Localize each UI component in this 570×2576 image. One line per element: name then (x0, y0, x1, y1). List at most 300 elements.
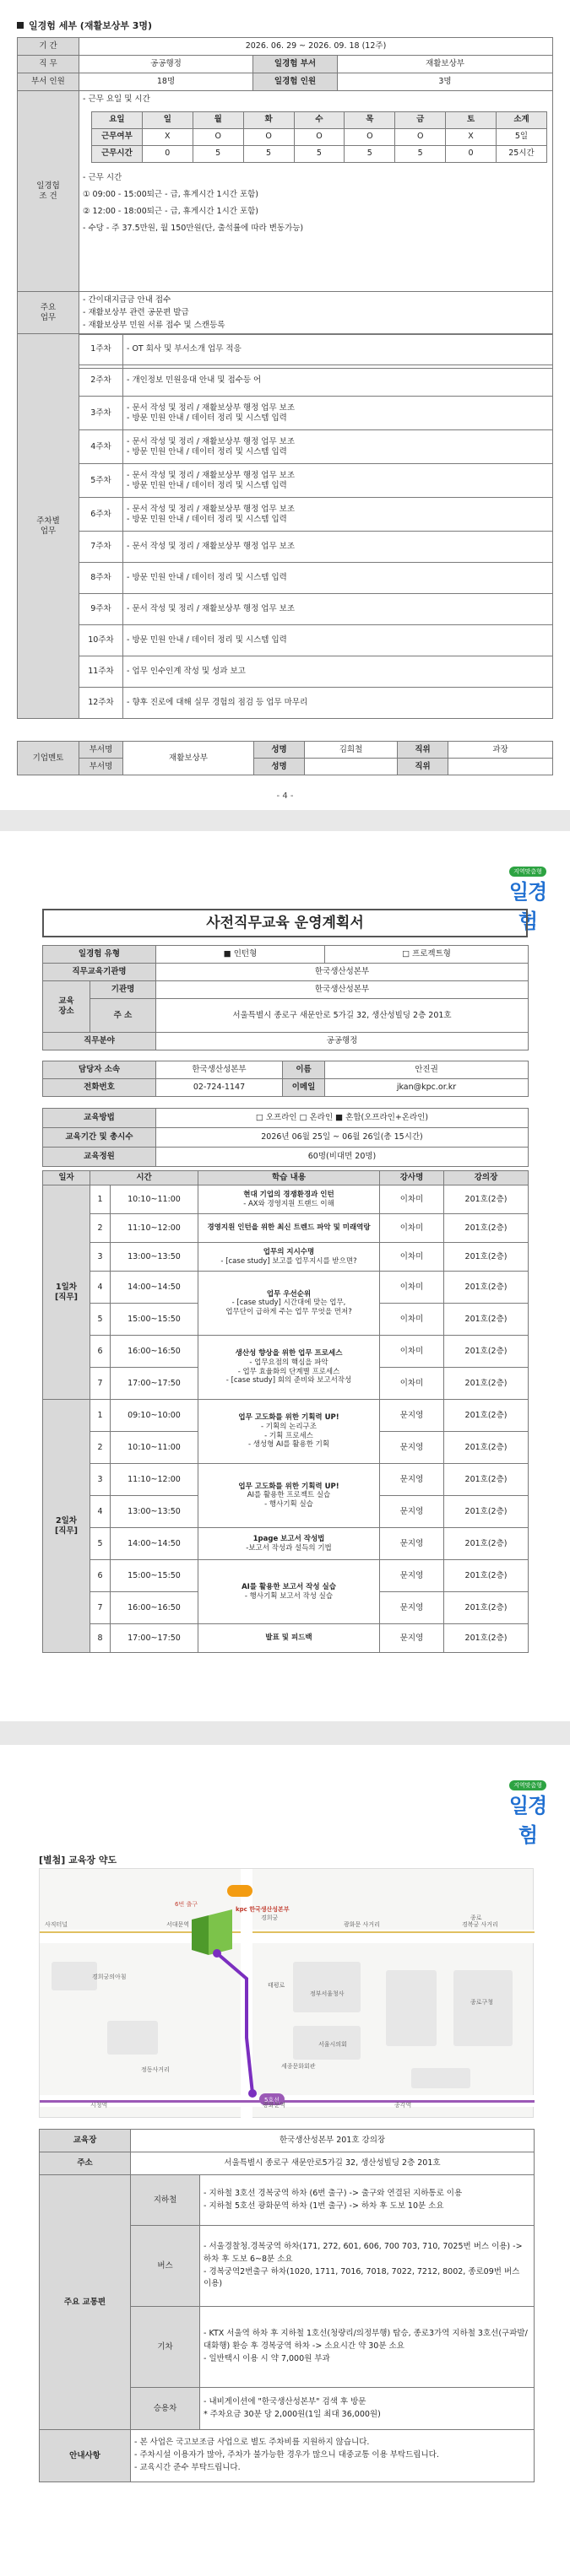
place-label: 교육장 (40, 2130, 131, 2152)
room: 201호(2층) (444, 1243, 529, 1272)
map-place-label: 서대문역 (166, 1921, 190, 1928)
building (453, 1970, 513, 2046)
week-tasks (123, 594, 553, 625)
kpc-label: kpc 한국생산성본부 (236, 1906, 290, 1913)
day-cell: O (193, 128, 243, 145)
week-number: 6주차 (79, 498, 123, 532)
map-place-label: 경희궁 (261, 1914, 279, 1921)
members-label: 교육정원 (43, 1148, 156, 1167)
map-place-label: 시청역 (90, 2102, 108, 2109)
room: 201호(2층) (444, 1272, 529, 1304)
schedule-header: 일자 (43, 1171, 90, 1185)
section-title (17, 19, 152, 32)
week-number: 12주차 (79, 688, 123, 719)
session-content-line: AI를 활용한 프로젝트 실습 (247, 1491, 331, 1500)
job-value: 공공행정 (79, 56, 253, 73)
kpc-building-icon (209, 1909, 232, 1955)
session-content-line: 업무단이 급하게 주는 업무 무엇을 먼저? (225, 1307, 352, 1316)
day-cell: O (294, 128, 345, 145)
members-value: 60명(비대면 20명) (156, 1148, 529, 1167)
period-value: 2026년 06월 25일 ~ 06월 26일(총 15시간) (156, 1128, 529, 1148)
session-content-line: 현대 기업의 경쟁환경과 인턴 (243, 1190, 334, 1199)
session-number: 7 (90, 1592, 111, 1624)
day-cell: 0 (446, 145, 497, 162)
road-line (40, 1931, 535, 1933)
week-task: - 문서 작성 및 정리 / 재활보상부 행정 업무 보조 (127, 402, 295, 413)
cond-note: - 수당 - 주 37.5만원, 월 150만원(단, 출석률에 따라 변동가능) (83, 223, 304, 233)
session-time: 15:00~15:50 (111, 1304, 198, 1336)
map-place-label: 태평로 (268, 1982, 285, 1989)
bus-label: 버스 (131, 2226, 200, 2307)
week-task: - 향후 진로에 대해 실무 경험의 점검 등 업무 마무리 (127, 698, 308, 708)
logo-badge: 지역맞춤형 (509, 867, 546, 877)
session-content (198, 1528, 380, 1560)
day-cell: 5일 (497, 128, 547, 145)
cond-note: ① 09:00 - 15:00퇴근 - 급, 휴게시간 1시간 포함) (83, 189, 259, 199)
week-row (18, 464, 553, 498)
section-title-text: 일경험 세부 (재활보상부 3명) (29, 20, 153, 31)
session-content-line: - [case study] 회의 준비와 보고서작성 (225, 1376, 352, 1385)
program-logo (501, 1780, 555, 1847)
session-content (198, 1560, 380, 1624)
plan-title: 사전직무교육 운영계획서 (42, 909, 528, 937)
session-time: 15:00~15:50 (111, 1560, 198, 1592)
weekly-table (17, 333, 553, 719)
train-item: - KTX 서울역 하차 후 지하철 1호선(청량리/의정부행) 탑승, 종로3가역 지하철 3호선(구파발/대화행) 환승 후 경복궁역 하차 -> 소요시간 약 30분 소요 (204, 2329, 528, 2352)
session-content-line: 업무 고도화를 위한 기획력 UP! (238, 1482, 339, 1491)
place-label: 교육 장소 (43, 981, 90, 1033)
transport-label: 주요 교통편 (40, 2175, 131, 2430)
room: 201호(2층) (444, 1464, 529, 1496)
week-row (18, 594, 553, 625)
session-content (198, 1336, 380, 1400)
day-cell: 5 (294, 145, 345, 162)
day-cell: 5 (243, 145, 294, 162)
week-task: - 방문 민원 안내 / 데이터 정리 및 시스템 입력 (127, 514, 287, 524)
days-table (91, 111, 547, 163)
week-number: 4주차 (79, 430, 123, 464)
schedule-row (43, 1214, 529, 1243)
logo-badge: 지역맞춤형 (509, 1780, 546, 1790)
session-number: 5 (90, 1304, 111, 1336)
page-location-map (0, 1745, 570, 2576)
week-row (18, 625, 553, 656)
week-task: - 개인정보 민원응대 안내 및 접수등 어 (127, 375, 262, 386)
session-number: 2 (90, 1432, 111, 1464)
session-content (198, 1400, 380, 1464)
email-label: 이메일 (283, 1079, 325, 1097)
schedule-header: 시간 (90, 1171, 198, 1185)
session-content-line: - 행사기획 실습 (264, 1499, 313, 1509)
plan-contact-table (42, 1061, 529, 1097)
week-task: - OT 회사 및 부서소개 업무 적응 (127, 344, 242, 354)
map-svg (40, 1869, 535, 2119)
week-number: 1주차 (79, 334, 123, 365)
email-value[interactable]: jkan@kpc.or.kr (325, 1079, 529, 1097)
session-number: 6 (90, 1336, 111, 1368)
route-start (213, 1949, 221, 1958)
subway-label: 지하철 (131, 2175, 200, 2226)
session-content-line: 1page 보고서 작성법 (252, 1534, 325, 1543)
room: 201호(2층) (444, 1214, 529, 1243)
day-label: 1일차 [직무] (43, 1185, 90, 1400)
session-time: 16:00~16:50 (111, 1336, 198, 1368)
building (411, 2068, 470, 2088)
week-number: 10주차 (79, 625, 123, 656)
org-value: 한국생산성본부 (156, 964, 529, 981)
session-number: 7 (90, 1368, 111, 1400)
place-name-value: 한국생산성본부 (156, 981, 529, 999)
cond-cell (79, 91, 553, 292)
instructor: 이차미 (380, 1214, 444, 1243)
session-content-line: 업무의 지시수명 (263, 1247, 315, 1256)
type-option-intern: ■ 인턴형 (156, 946, 325, 964)
schedule-header: 강사명 (380, 1171, 444, 1185)
session-time: 13:00~13:50 (111, 1496, 198, 1528)
contact-label: 담당자 소속 (43, 1061, 156, 1079)
page-work-details (0, 0, 570, 810)
mentor2-name-value (305, 759, 398, 775)
session-content-line: AI를 활용한 보고서 작성 실습 (242, 1582, 336, 1591)
session-number: 4 (90, 1272, 111, 1304)
day-cell: X (446, 128, 497, 145)
session-content-line: - [case study] 보고를 업무지시를 받으면? (220, 1256, 357, 1266)
notice-label: 안내사항 (40, 2430, 131, 2482)
session-time: 09:10~10:00 (111, 1400, 198, 1432)
week-row (18, 532, 553, 563)
session-time: 11:10~12:00 (111, 1464, 198, 1496)
week-tasks (123, 430, 553, 464)
bus-items (200, 2226, 535, 2307)
week-tasks (123, 532, 553, 563)
day-label: 2일차 [직무] (43, 1400, 90, 1653)
cond-note-1: - 근무 요일 및 시간 (83, 95, 150, 104)
week-task: - 문서 작성 및 정리 / 재활보상부 행정 업무 보조 (127, 542, 295, 552)
contact-value: 한국생산성본부 (156, 1061, 283, 1079)
map-place-label: 종로구청 (470, 1999, 494, 2006)
session-content (198, 1185, 380, 1214)
main-item: - 재활보상부 관련 공문편 발급 (83, 308, 189, 318)
main-label: 주요 업무 (18, 292, 79, 335)
room: 201호(2층) (444, 1336, 529, 1368)
day-cell: 5 (193, 145, 243, 162)
session-time: 13:00~13:50 (111, 1243, 198, 1272)
week-row (18, 563, 553, 594)
week-task: - 업무 인수인계 작성 및 성과 보고 (127, 667, 246, 677)
session-content-line: - 행사기획 보고서 작성 실습 (244, 1591, 334, 1601)
logo-word: 일경험 (508, 879, 547, 933)
name-value: 안진권 (325, 1061, 529, 1079)
session-content (198, 1272, 380, 1336)
train-item: - 일반택시 이용 시 약 7,000원 부과 (204, 2353, 330, 2363)
schedule-row (43, 1272, 529, 1304)
room: 201호(2층) (444, 1304, 529, 1336)
schedule-table (42, 1170, 529, 1653)
mentor-pos-label: 직위 (398, 742, 448, 759)
room: 201호(2층) (444, 1400, 529, 1432)
building (293, 1962, 361, 2012)
session-time: 17:00~17:50 (111, 1368, 198, 1400)
schedule-header: 강의장 (444, 1171, 529, 1185)
place-name-label: 기관명 (90, 981, 156, 999)
instructor: 이차미 (380, 1368, 444, 1400)
bus-item: - 경복궁역2번출구 하차(1020, 1711, 7016, 7018, 7022, 7212, 8002, 종로09번 버스 이용) (204, 2266, 520, 2289)
day-cell: 근무시간 (92, 145, 143, 162)
day-cell: O (345, 128, 395, 145)
week-task: - 방문 민원 안내 / 데이터 정리 및 시스템 입력 (127, 446, 287, 456)
day-cell: 화 (243, 111, 294, 128)
instructor: 이차미 (380, 1304, 444, 1336)
session-number: 5 (90, 1528, 111, 1560)
car-item: * 주차요금 30분 당 2,000원(1일 최대 36,000원) (204, 2409, 381, 2419)
day-cell: 금 (395, 111, 446, 128)
room: 201호(2층) (444, 1624, 529, 1653)
notice-item: - 교육시간 준수 부탁드립니다. (134, 2462, 241, 2472)
session-content-line: - 기획의 논리구조 (261, 1422, 317, 1431)
session-content-line: - 업무 효율화의 단계별 프로세스 (237, 1367, 340, 1376)
session-number: 1 (90, 1400, 111, 1432)
session-number: 8 (90, 1624, 111, 1653)
session-content-line: - [case study] 시간대에 맞는 업무, (231, 1299, 346, 1308)
field-label: 직무분야 (43, 1033, 156, 1050)
day-cell: 0 (142, 145, 193, 162)
map-place-label: 세종문화회관 (281, 2063, 316, 2070)
week-task: - 문서 작성 및 정리 / 재활보상부 행정 업무 보조 (127, 470, 295, 480)
mentor-label: 기업멘토 (18, 742, 79, 775)
cond-note: - 근무 시간 (83, 172, 122, 182)
job-label: 직 무 (18, 56, 79, 73)
session-content-line: 업무 우선순위 (266, 1289, 312, 1299)
week-tasks (123, 365, 553, 397)
week-number: 2주차 (79, 365, 123, 397)
map-place-label: 경희궁의아침 (92, 1974, 127, 1980)
org-label: 직무교육기관명 (43, 964, 156, 981)
train-label: 기차 (131, 2307, 200, 2388)
bus-item: - 서울경찰청.경복궁역 하차(171, 272, 601, 606, 700 703, 710, 7025번 버스 이용) -> 하차 후 도보 6~8분 소요 (204, 2242, 523, 2264)
subway-item: - 지하철 3호선 경복궁역 하차 (6번 출구) -> 출구와 연결된 지하통로 이용 (204, 2188, 463, 2198)
week-task: - 방문 민원 안내 / 데이터 정리 및 시스템 입력 (127, 635, 287, 645)
cond-notes (83, 170, 549, 237)
cond-note: ② 12:00 - 18:00퇴근 - 급, 휴게시간 1시간 포함) (83, 206, 259, 216)
work-details-table (17, 37, 553, 369)
session-time: 14:00~14:50 (111, 1272, 198, 1304)
map-place-label: 종각역 (394, 2102, 412, 2109)
instructor: 문지영 (380, 1400, 444, 1432)
session-content (198, 1214, 380, 1243)
addr-value: 서울특별시 종로구 새문안로5가길 32, 생산성빌딩 2층 201호 (131, 2152, 535, 2175)
tel-label: 전화번호 (43, 1079, 156, 1097)
instructor: 문지영 (380, 1624, 444, 1653)
schedule-row (43, 1185, 529, 1214)
map-title: [별첨] 교육장 약도 (39, 1855, 117, 1866)
subway-items (200, 2175, 535, 2226)
day-cell: 월 (193, 111, 243, 128)
schedule-row (43, 1400, 529, 1432)
day-cell: X (142, 128, 193, 145)
session-time: 11:10~12:00 (111, 1214, 198, 1243)
week-number: 9주차 (79, 594, 123, 625)
mentor2-pos-label: 직위 (398, 759, 448, 775)
field-value: 공공행정 (156, 1033, 529, 1050)
subway-item: - 지하철 5호선 광화문역 하차 (1번 출구) -> 하차 후 도보 10분 소요 (204, 2201, 444, 2211)
method-value: □ 오프라인 □ 온라인 ■ 혼합(오프라인+온라인) (156, 1109, 529, 1128)
week-row (18, 397, 553, 430)
logo-word: 일경험 (508, 1793, 547, 1847)
car-label: 승용차 (131, 2388, 200, 2430)
instructor: 이차미 (380, 1185, 444, 1214)
building (386, 1970, 437, 2046)
map-place-label: 정동사거리 (141, 2066, 170, 2073)
week-task: - 방문 민원 안내 / 데이터 정리 및 시스템 입력 (127, 480, 287, 490)
period-value: 2026. 06. 29 ~ 2026. 09. 18 (12주) (79, 38, 553, 56)
day-cell: 일 (142, 111, 193, 128)
dept-value: 재활보상부 (338, 56, 553, 73)
period-label: 교육기간 및 총시수 (43, 1128, 156, 1148)
schedule-row (43, 1560, 529, 1592)
place-addr-label: 주 소 (90, 999, 156, 1033)
mentor2-name-label: 성명 (254, 759, 305, 775)
week-number: 11주차 (79, 656, 123, 688)
week-task: - 문서 작성 및 정리 / 재활보상부 행정 업무 보조 (127, 436, 295, 446)
schedule-row (43, 1243, 529, 1272)
session-content-line: 발표 및 피드백 (265, 1634, 312, 1643)
instructor: 문지영 (380, 1528, 444, 1560)
week-row (18, 498, 553, 532)
day-cell: 25시간 (497, 145, 547, 162)
week-number: 3주차 (79, 397, 123, 430)
page-training-plan (0, 831, 570, 1721)
session-time: 10:10~11:00 (111, 1185, 198, 1214)
mentor-name-label: 성명 (254, 742, 305, 759)
session-content (198, 1464, 380, 1528)
name-label: 이름 (283, 1061, 325, 1079)
week-row (18, 334, 553, 365)
main-items (79, 292, 553, 335)
car-items (200, 2388, 535, 2430)
plan-info-table (42, 945, 529, 1050)
instructor: 문지영 (380, 1464, 444, 1496)
session-time: 17:00~17:50 (111, 1624, 198, 1653)
schedule-row (43, 1336, 529, 1368)
session-content-line: -보고서 작성과 설득의 기법 (246, 1543, 332, 1553)
train-items (200, 2307, 535, 2388)
week-number: 8주차 (79, 563, 123, 594)
week-tasks (123, 625, 553, 656)
day-cell: 목 (345, 111, 395, 128)
main-item: - 재활보상부 민원 서류 접수 및 스캔등록 (83, 321, 225, 331)
location-map (39, 1868, 534, 2118)
room: 201호(2층) (444, 1432, 529, 1464)
cond-label: 일경험 조 건 (18, 91, 79, 292)
trainee-value: 3명 (338, 73, 553, 91)
line5-label: 5호선 (264, 2097, 280, 2103)
weekly-label: 주차별 업무 (18, 334, 79, 719)
session-content (198, 1624, 380, 1653)
room: 201호(2층) (444, 1592, 529, 1624)
session-time: 14:00~14:50 (111, 1528, 198, 1560)
week-row (18, 365, 553, 397)
building (107, 2021, 158, 2055)
week-task: - 문서 작성 및 정리 / 재활보상부 행정 업무 보조 (127, 604, 295, 614)
staff-label: 부서 인원 (18, 73, 79, 91)
map-place-label: 경복궁 사거리 (462, 1921, 498, 1928)
session-number: 6 (90, 1560, 111, 1592)
schedule-row (43, 1528, 529, 1560)
dept-label: 일경험 부서 (253, 56, 338, 73)
schedule-row (43, 1624, 529, 1653)
session-content-line: - AX와 경영지원 트랜드 이해 (243, 1199, 334, 1208)
session-content-line: 경영지원 인턴을 위한 최신 트렌드 파악 및 미래역랑 (207, 1223, 371, 1233)
mentor-table (17, 741, 553, 775)
schedule-row (43, 1464, 529, 1496)
map-place-label: 광화문역 (263, 2102, 286, 2109)
route-end (248, 2089, 257, 2098)
session-content-line: 생산성 향상을 위한 업무 프로세스 (235, 1349, 343, 1358)
week-tasks (123, 688, 553, 719)
day-cell: 근무여부 (92, 128, 143, 145)
day-cell: 5 (395, 145, 446, 162)
day-cell: 5 (345, 145, 395, 162)
kpc-building-side (192, 1915, 209, 1955)
map-place-label: 정부서울청사 (310, 1990, 345, 1997)
session-time: 10:10~11:00 (111, 1432, 198, 1464)
car-item: - 내비게이션에 "한국생산성본부" 검색 후 방문 (204, 2396, 366, 2406)
mentor-dept-value: 재활보상부 (123, 742, 254, 775)
instructor: 문지영 (380, 1496, 444, 1528)
week-task: - 방문 민원 안내 / 데이터 정리 및 시스템 입력 (127, 413, 287, 423)
building (52, 1962, 97, 1990)
subway-line-5 (40, 2100, 535, 2103)
room: 201호(2층) (444, 1560, 529, 1592)
week-number: 7주차 (79, 532, 123, 563)
place-value: 한국생산성본부 201호 강의장 (131, 2130, 535, 2152)
session-content-line: - 기획 프로세스 (264, 1431, 313, 1440)
instructor: 문지영 (380, 1432, 444, 1464)
instructor: 문지영 (380, 1592, 444, 1624)
session-content-line: 업무 고도화를 위한 기획력 UP! (238, 1413, 339, 1423)
tel-value: 02-724-1147 (156, 1079, 283, 1097)
week-tasks (123, 334, 553, 365)
week-number: 5주차 (79, 464, 123, 498)
session-number: 4 (90, 1496, 111, 1528)
room: 201호(2층) (444, 1368, 529, 1400)
instructor: 이차미 (380, 1336, 444, 1368)
instructor: 이차미 (380, 1272, 444, 1304)
week-tasks (123, 464, 553, 498)
notice-item: - 주차시설 이용자가 많아, 주차가 불가능한 경우가 많으니 대중교통 이용 부탁드립니다. (134, 2450, 439, 2460)
map-place-label: 종로 (470, 1914, 482, 1921)
mentor2-dept-label: 부서명 (79, 759, 123, 775)
staff-value: 18명 (79, 73, 253, 91)
week-tasks (123, 397, 553, 430)
place-addr-value: 서울특별시 종로구 새문안로 5가길 32, 생산성빌딩 2층 201호 (156, 999, 529, 1033)
period-label: 기 간 (18, 38, 79, 56)
room: 201호(2층) (444, 1185, 529, 1214)
mentor-name-value: 김희철 (305, 742, 398, 759)
notice-item: - 본 사업은 국고보조금 사업으로 별도 주차비를 지원하지 않습니다. (134, 2438, 370, 2448)
page-number: - 4 - (276, 791, 294, 801)
day-cell: 토 (446, 111, 497, 128)
day-cell: 수 (294, 111, 345, 128)
room: 201호(2층) (444, 1528, 529, 1560)
week-tasks (123, 563, 553, 594)
instructor: 문지영 (380, 1560, 444, 1592)
mentor-pos-value: 과장 (448, 742, 553, 759)
type-option-project: □ 프로젝트형 (325, 946, 529, 964)
week-task: - 문서 작성 및 정리 / 재활보상부 행정 업무 보조 (127, 504, 295, 514)
mentor-dept-label: 부서명 (79, 742, 123, 759)
instructor: 이차미 (380, 1243, 444, 1272)
